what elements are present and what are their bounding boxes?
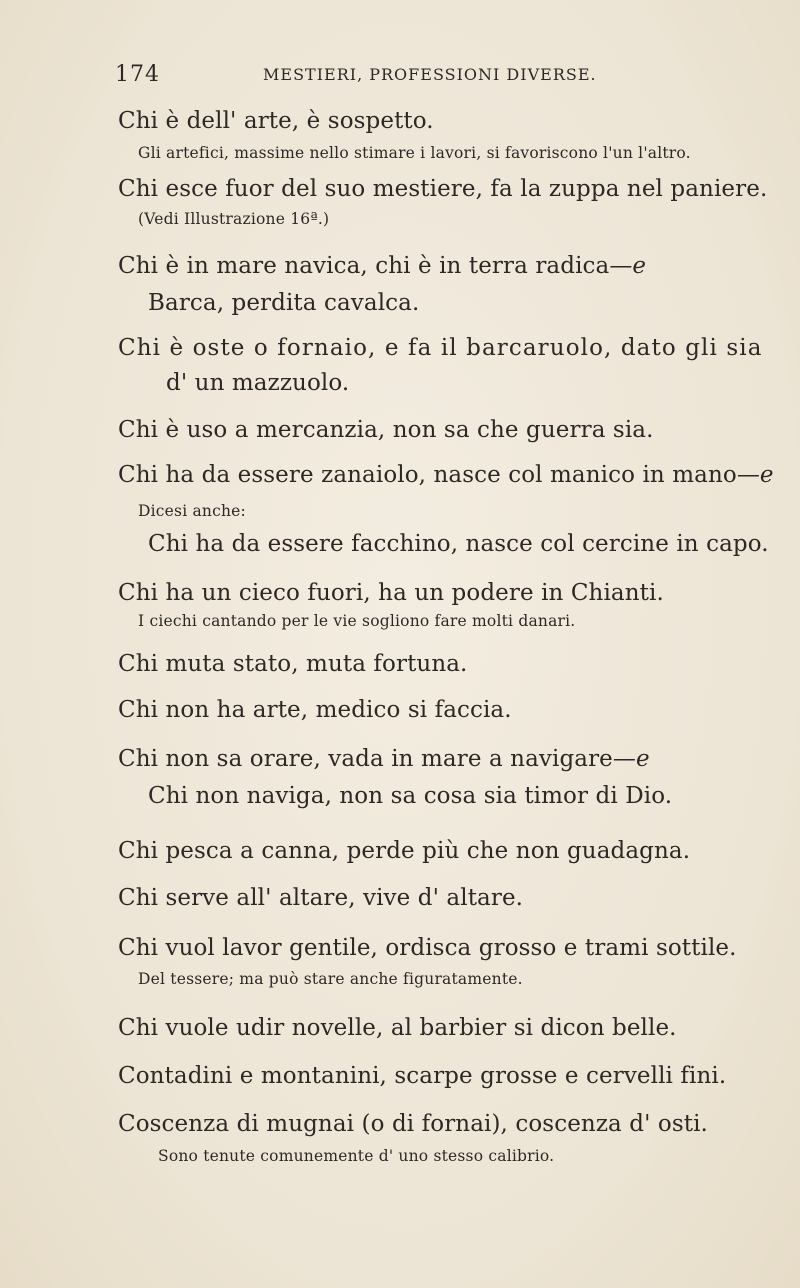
proverb-text: Chi ha un cieco fuori, ha un podere in Chianti. (118, 580, 664, 606)
page-header (115, 62, 715, 92)
proverb-text: Contadini e montanini, scarpe grosse e cervelli fini. (118, 1063, 727, 1089)
proverb-text: Chi pesca a canna, perde più che non guadagna. (118, 838, 691, 864)
proverb-note: Dicesi anche: (138, 502, 246, 520)
proverb-continuation: Chi ha da essere facchino, nasce col cercine in capo. (148, 531, 769, 557)
variant-marker: —e (612, 746, 650, 772)
running-head: MESTIERI, PROFESSIONI DIVERSE. (263, 65, 597, 84)
proverb-text (118, 462, 774, 488)
proverb-text: Chi vuol lavor gentile, ordisca grosso e trami sottile. (118, 935, 737, 961)
proverb-text: Chi vuole udir novelle, al barbier si dicon belle. (118, 1015, 677, 1041)
proverb-text: Chi esce fuor del suo mestiere, fa la zuppa nel paniere. (118, 176, 768, 202)
proverb-text (118, 746, 650, 772)
proverb-text: Chi è uso a mercanzia, non sa che guerra sia. (118, 417, 654, 443)
proverb-text: Chi serve all' altare, vive d' altare. (118, 885, 524, 911)
proverb-continuation: Barca, perdita cavalca. (148, 290, 420, 316)
proverb-text (118, 253, 646, 279)
proverb-note: Sono tenute comunemente d' uno stesso calibrio. (158, 1147, 555, 1165)
proverb-text: Chi non ha arte, medico si faccia. (118, 697, 512, 723)
page-number: 174 (115, 62, 160, 87)
proverb-note: Del tessere; ma può stare anche figuratamente. (138, 970, 523, 988)
proverb-text-main: Chi ha da essere zanaiolo, nasce col manico in mano (118, 462, 737, 488)
proverb-note: I ciechi cantando per le vie sogliono fare molti danari. (138, 612, 576, 630)
proverb-text-main: Chi è in mare navica, chi è in terra radica (118, 253, 610, 279)
proverb-text-main: Chi non sa orare, vada in mare a navigare (118, 746, 613, 772)
variant-marker: —e (736, 462, 774, 488)
variant-marker: —e (609, 253, 647, 279)
proverb-note: Gli artefici, massime nello stimare i lavori, si favoriscono l'un l'altro. (138, 144, 691, 162)
proverb-text: Chi muta stato, muta fortuna. (118, 651, 468, 677)
proverb-continuation: d' un mazzuolo. (166, 370, 350, 396)
proverb-text: Coscenza di mugnai (o di fornai), coscenza d' osti. (118, 1111, 708, 1137)
proverb-text: Chi è dell' arte, è sospetto. (118, 108, 434, 134)
proverb-note: (Vedi Illustrazione 16ª.) (138, 210, 330, 228)
proverb-continuation: Chi non naviga, non sa cosa sia timor di Dio. (148, 783, 673, 809)
proverb-text: Chi è oste o fornaio, e fa il barcaruolo, dato gli sia (118, 335, 763, 361)
